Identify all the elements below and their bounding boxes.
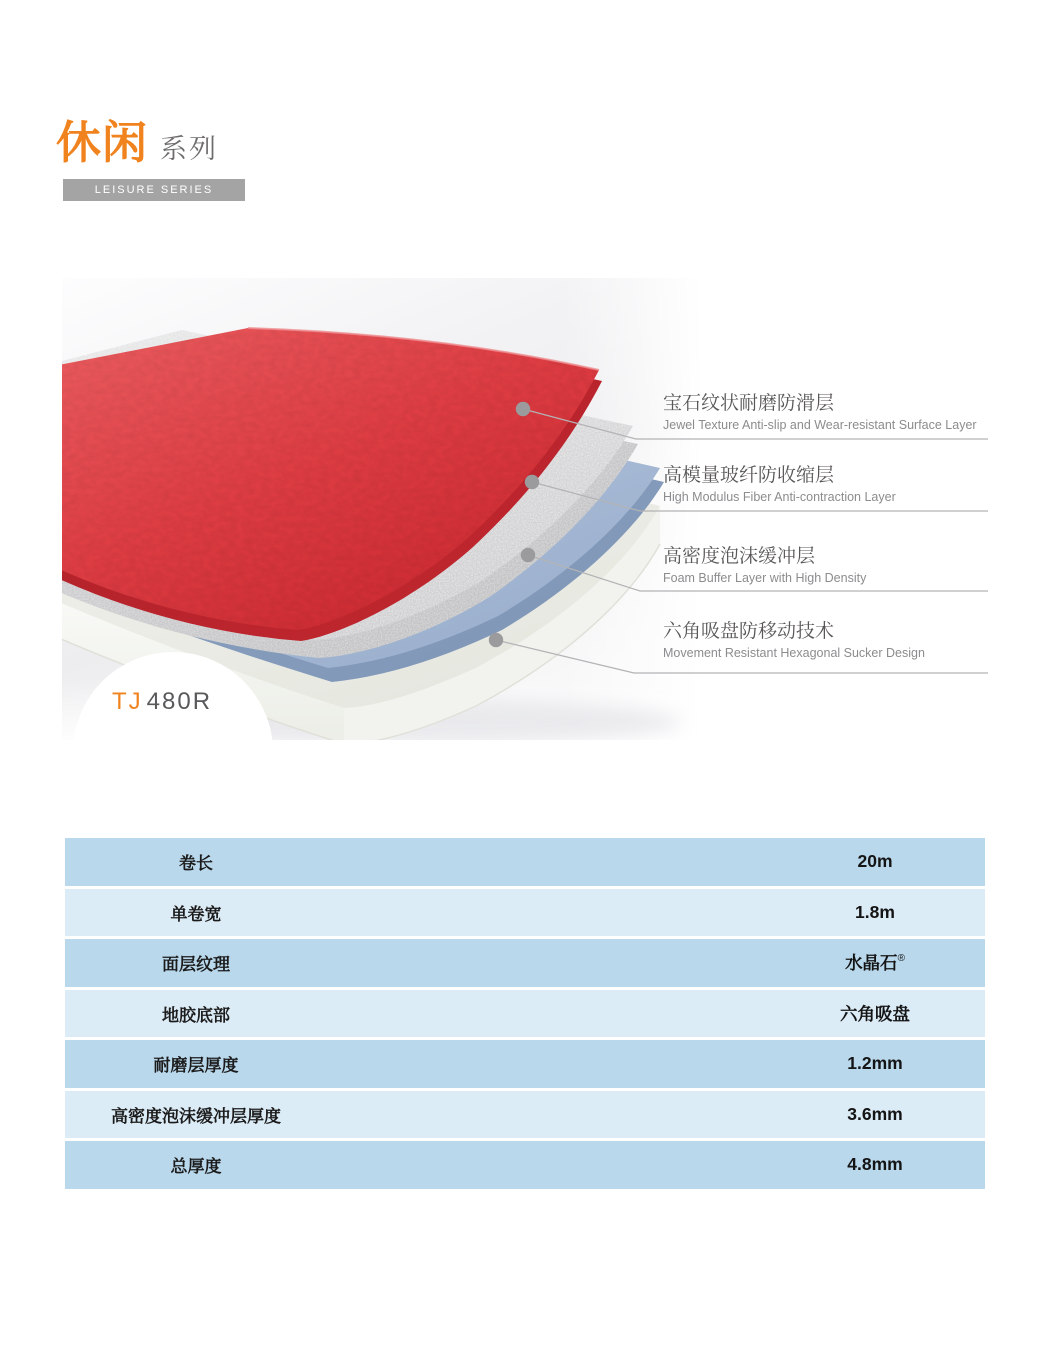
model-prefix: TJ [112, 688, 143, 715]
series-title-zh: 休闲 [56, 117, 149, 168]
spec-value-text: 水晶石 [845, 953, 898, 974]
callout-zh: 六角吸盘防移动技术 [663, 621, 835, 642]
table-row [65, 1141, 985, 1189]
callout-sucker-design [663, 620, 1003, 661]
callout-fiber-layer [663, 464, 1003, 505]
callout-en: High Modulus Fiber Anti-contraction Layer [663, 490, 896, 504]
spec-value: 4.8mm [847, 1154, 903, 1175]
table-row [65, 939, 985, 987]
model-number: 480R [146, 688, 213, 715]
spec-label: 卷长 [179, 854, 213, 874]
series-subtitle-en: LEISURE SERIES [94, 184, 214, 196]
table-row [65, 1091, 985, 1139]
spec-value: 3.6mm [847, 1103, 903, 1124]
spec-label: 耐磨层厚度 [153, 1056, 239, 1076]
table-row [65, 990, 985, 1038]
callout-en: Movement Resistant Hexagonal Sucker Design [663, 646, 925, 660]
callout-foam-layer [663, 545, 1003, 586]
series-subtitle-bar [63, 179, 245, 201]
callout-en: Jewel Texture Anti-slip and Wear-resistant Surface Layer [663, 418, 977, 432]
spec-value: 20m [857, 851, 893, 872]
page-title [56, 118, 218, 168]
spec-label: 总厚度 [170, 1157, 222, 1177]
spec-value: 1.2mm [847, 1053, 903, 1074]
spec-value: 六角吸盘 [840, 1003, 910, 1024]
spec-value [765, 950, 985, 975]
spec-table [65, 838, 985, 1192]
callout-dot-4 [489, 633, 503, 647]
spec-label: 高密度泡沫缓冲层厚度 [111, 1106, 281, 1126]
spec-value: 1.8m [855, 901, 895, 922]
table-row [65, 889, 985, 937]
table-row [65, 1040, 985, 1088]
callout-dot-2 [525, 475, 539, 489]
registered-trademark-sup: ® [897, 953, 905, 965]
callout-dot-1 [516, 402, 530, 416]
callout-zh: 高模量玻纤防收缩层 [663, 465, 835, 486]
layered-flooring-render [62, 278, 988, 740]
callout-wear-layer [663, 392, 1003, 433]
series-title-suffix: 系列 [160, 134, 219, 164]
callout-en: Foam Buffer Layer with High Density [663, 571, 867, 585]
table-row [65, 838, 985, 886]
callout-zh: 宝石纹状耐磨防滑层 [663, 393, 835, 414]
spec-label: 单卷宽 [170, 904, 222, 924]
callout-dot-3 [521, 548, 535, 562]
product-illustration [62, 278, 988, 740]
spec-label: 面层纹理 [162, 955, 230, 975]
spec-label: 地胶底部 [162, 1005, 230, 1025]
product-model-label [112, 688, 212, 716]
callout-zh: 高密度泡沫缓冲层 [663, 546, 816, 567]
